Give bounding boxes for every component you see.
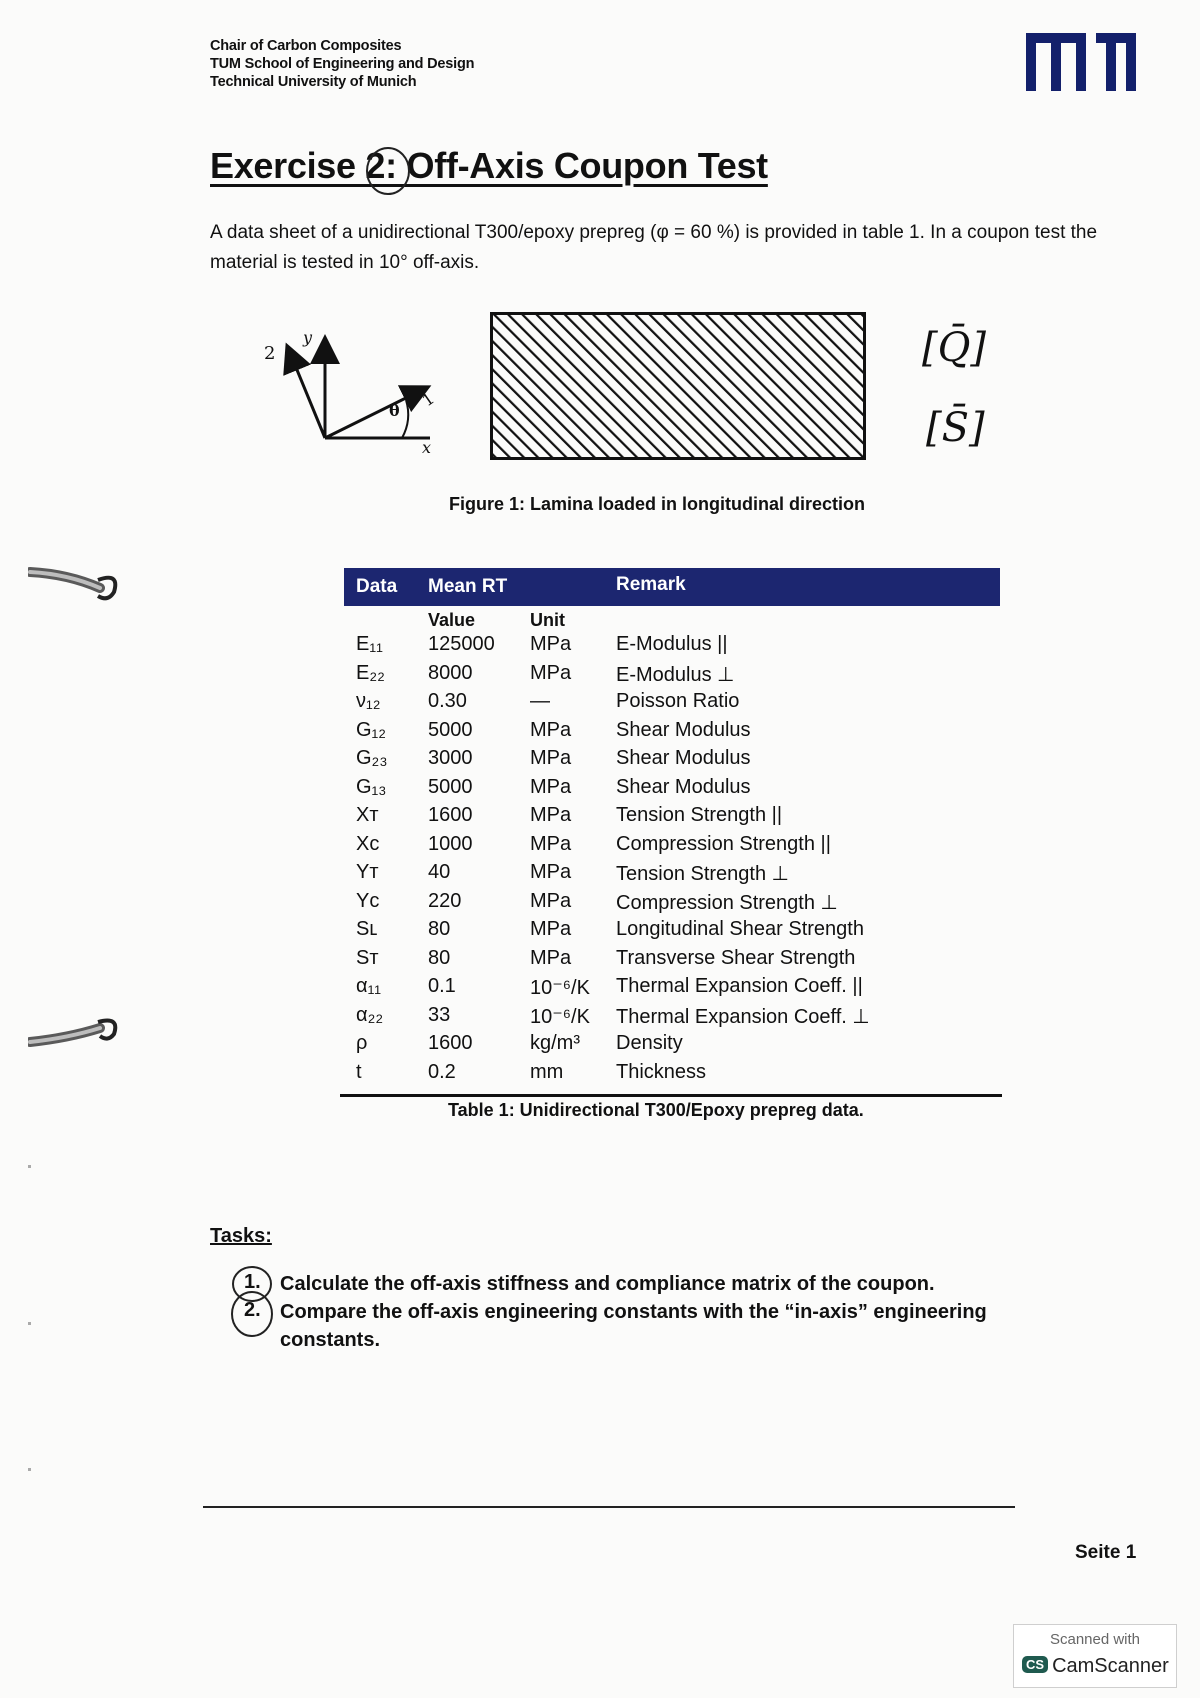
cell-remark: Shear Modulus — [616, 718, 751, 741]
table-row — [344, 747, 1000, 775]
cell-symbol: t — [356, 1060, 362, 1083]
cell-unit: mm — [530, 1060, 564, 1083]
table-subheader-value: Value — [428, 610, 476, 630]
table-row — [344, 1032, 1000, 1060]
cell-symbol: Xᴄ — [356, 832, 380, 855]
cell-remark: Tension Strength ⊥ — [616, 863, 790, 885]
cell-value: 80 — [428, 946, 451, 969]
table-row — [344, 890, 1000, 918]
cell-symbol: Xᴛ — [356, 804, 379, 826]
axis-label-1: 1 — [418, 388, 438, 411]
task-item-1: Calculate the off-axis stiffness and compliance matrix of the coupon. — [280, 1273, 935, 1295]
scan-edge-mark — [28, 1165, 31, 1168]
cell-value: 125000 — [428, 633, 495, 655]
cell-remark: Transverse Shear Strength — [616, 946, 856, 969]
cell-remark: E-Modulus || — [616, 633, 728, 655]
cell-value: 1600 — [428, 804, 473, 826]
cell-remark: Shear Modulus — [616, 775, 751, 798]
angle-label-theta: θ — [389, 401, 400, 420]
scan-edge-mark — [28, 1322, 31, 1325]
cell-symbol: G₁₃ — [356, 775, 387, 798]
cell-remark: Thermal Expansion Coeff. ⊥ — [616, 1005, 870, 1028]
task-item-2: Compare the off-axis engineering constants with the “in-axis” engineering constants. — [280, 1301, 987, 1351]
table-row — [344, 918, 1000, 946]
table-row — [344, 1004, 1000, 1032]
cell-unit: MPa — [530, 661, 572, 684]
page-number: Seite 1 — [1075, 1542, 1137, 1563]
cell-remark: Compression Strength ⊥ — [616, 891, 838, 914]
cell-value: 80 — [428, 918, 451, 940]
cell-remark: E-Modulus ⊥ — [616, 663, 735, 686]
cell-symbol: E₂₂ — [356, 661, 385, 684]
cell-remark: Thickness — [616, 1060, 707, 1083]
table-row — [344, 719, 1000, 747]
axis-label-x: x — [422, 438, 432, 457]
table-row — [344, 861, 1000, 889]
cell-symbol: α₁₁ — [356, 975, 382, 997]
cell-value: 5000 — [428, 718, 473, 741]
cell-value: 33 — [428, 1003, 451, 1026]
cell-value: 0.1 — [428, 975, 456, 997]
cell-unit: 10⁻⁶/K — [530, 977, 590, 999]
cell-symbol: Sᴛ — [356, 946, 379, 969]
header-line-school: TUM School of Engineering and Design — [210, 56, 475, 72]
lamina-hatched-rectangle — [490, 312, 866, 460]
cell-unit: MPa — [530, 832, 572, 855]
scan-edge-mark — [28, 1468, 31, 1471]
header-line-university: Technical University of Munich — [210, 74, 417, 90]
handwritten-circle-mark — [364, 145, 412, 197]
figure-caption: Figure 1: Lamina loaded in longitudinal direction — [449, 494, 866, 514]
footer-rule — [203, 1506, 1015, 1508]
cell-remark: Longitudinal Shear Strength — [616, 918, 864, 940]
cell-symbol: G₂₃ — [356, 747, 388, 769]
cell-value: 5000 — [428, 775, 473, 798]
tum-logo — [1026, 33, 1136, 91]
table-row — [344, 833, 1000, 861]
cell-symbol: Yᴛ — [356, 861, 379, 883]
table-bottom-rule — [340, 1094, 1002, 1097]
header-line-chair: Chair of Carbon Composites — [210, 38, 402, 54]
table-row — [344, 633, 1000, 661]
table-row — [344, 947, 1000, 975]
cell-value: 1000 — [428, 832, 473, 855]
cell-unit: MPa — [530, 918, 572, 940]
table-row — [344, 804, 1000, 832]
cell-unit: MPa — [530, 718, 572, 741]
cell-remark: Tension Strength || — [616, 804, 783, 826]
axis-label-2: 2 — [264, 343, 276, 364]
page-title: Exercise 2: Off-Axis Coupon Test — [210, 145, 768, 186]
cell-symbol: ν₁₂ — [356, 690, 381, 712]
task-number-2: 2. — [244, 1299, 261, 1321]
cell-unit: MPa — [530, 861, 572, 883]
table-row — [344, 1061, 1000, 1089]
cell-unit: 10⁻⁶/K — [530, 1005, 590, 1028]
cell-symbol: α₂₂ — [356, 1003, 384, 1026]
cell-symbol: E₁₁ — [356, 633, 383, 655]
table-header-remark: Remark — [616, 574, 686, 595]
cell-value: 40 — [428, 861, 451, 883]
cell-remark: Compression Strength || — [616, 832, 831, 855]
cell-symbol: Yᴄ — [356, 889, 380, 912]
cell-remark: Density — [616, 1032, 683, 1054]
table-header-bar — [344, 568, 1000, 606]
watermark-scanned-with: Scanned with — [1049, 1631, 1141, 1648]
cell-unit: kg/m³ — [530, 1032, 580, 1054]
table-header-mean-rt: Mean RT — [428, 576, 508, 597]
table-row — [344, 776, 1000, 804]
watermark-brand-name: CamScanner — [1052, 1655, 1169, 1677]
cell-value: 1600 — [428, 1032, 473, 1054]
tasks-heading: Tasks: — [210, 1225, 272, 1247]
cell-unit: MPa — [530, 775, 572, 798]
cell-symbol: ρ — [356, 1032, 368, 1054]
institution-header — [210, 37, 474, 91]
camscanner-watermark — [1013, 1624, 1177, 1688]
camscanner-logo-icon: CS — [1022, 1656, 1048, 1673]
compliance-matrix-symbol: [S̄] — [926, 405, 985, 451]
cell-unit: MPa — [530, 946, 572, 969]
table-row — [344, 690, 1000, 718]
intro-paragraph: A data sheet of a unidirectional T300/epoxy prepreg (φ = 60 %) is provided in table 1. In a coupon test the material is tested in 10° off-axis. — [210, 222, 1098, 273]
task-number-1: 1. — [244, 1271, 261, 1293]
watermark-brand — [1022, 1655, 1169, 1678]
cell-value: 8000 — [428, 661, 473, 684]
cell-remark: Poisson Ratio — [616, 690, 740, 712]
cell-unit: — — [530, 690, 550, 712]
cell-symbol: Sʟ — [356, 918, 378, 940]
table-subheader-unit: Unit — [530, 610, 565, 630]
coordinate-axes-diagram — [230, 326, 450, 461]
cell-symbol: G₁₂ — [356, 718, 387, 741]
cell-value: 0.30 — [428, 690, 467, 712]
cell-remark: Shear Modulus — [616, 747, 751, 769]
axis-label-y: y — [303, 328, 313, 347]
table-row — [344, 975, 1000, 1003]
binder-ring-icon — [28, 1012, 118, 1054]
cell-remark: Thermal Expansion Coeff. || — [616, 975, 863, 997]
stiffness-matrix-symbol: [Q̄] — [922, 325, 987, 371]
cell-unit: MPa — [530, 804, 572, 826]
cell-value: 0.2 — [428, 1060, 456, 1083]
cell-value: 3000 — [428, 747, 473, 769]
binder-ring-icon — [28, 562, 118, 604]
handwritten-task-circles — [228, 1264, 276, 1344]
table-header-data: Data — [356, 576, 398, 597]
cell-unit: MPa — [530, 889, 572, 912]
table-row — [344, 662, 1000, 690]
table-caption: Table 1: Unidirectional T300/Epoxy prepreg data. — [448, 1100, 864, 1120]
cell-unit: MPa — [530, 633, 572, 655]
cell-unit: MPa — [530, 747, 572, 769]
cell-value: 220 — [428, 889, 462, 912]
